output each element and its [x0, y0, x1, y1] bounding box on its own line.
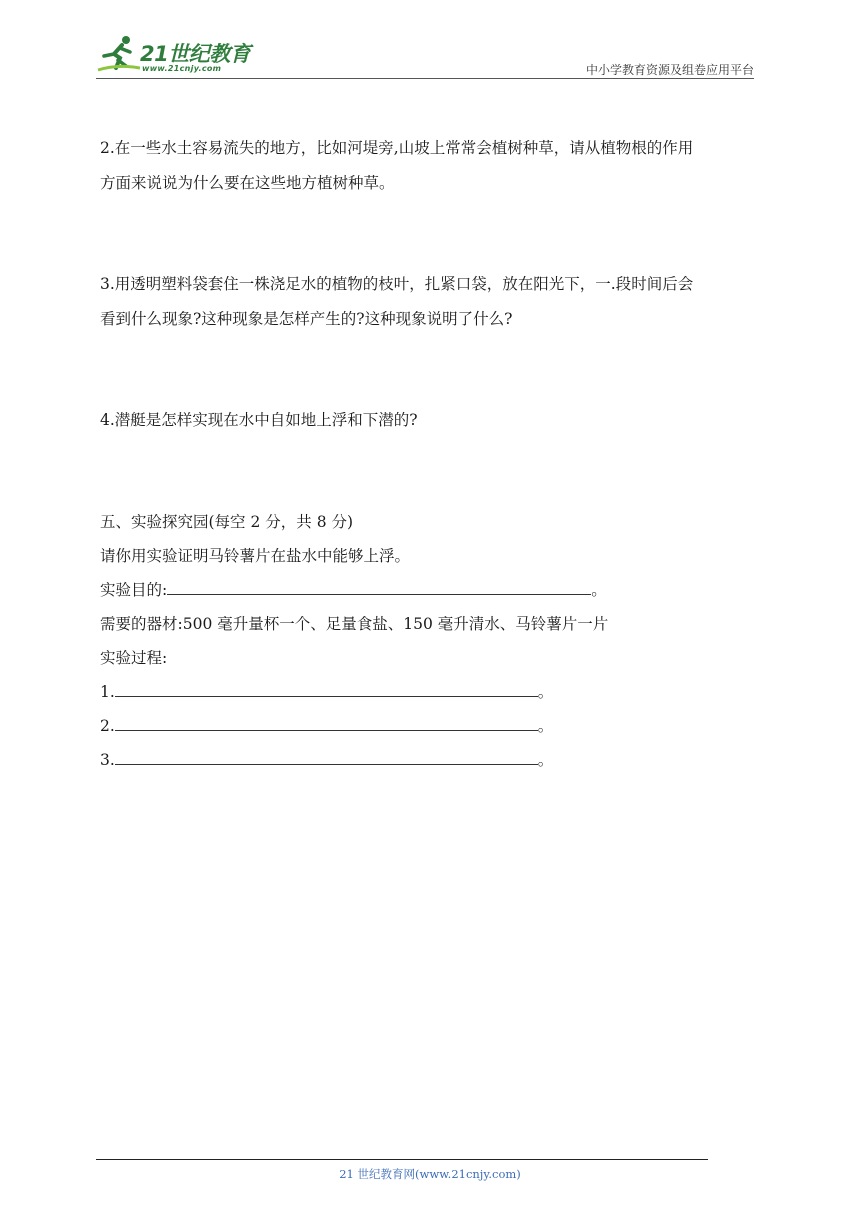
- footer-divider: [96, 1159, 708, 1160]
- step-number: 1.: [100, 683, 115, 701]
- step-blank[interactable]: [115, 749, 538, 765]
- logo-text: 21世纪教育: [140, 42, 251, 66]
- step-period: 。: [537, 751, 554, 769]
- runner-logo-icon: [96, 34, 140, 78]
- question-3-line-1: 3.用透明塑料袋套住一株浇足水的植物的枝叶，扎紧口袋，放在阳光下，一.段时间后会: [100, 275, 694, 293]
- step-blank[interactable]: [115, 681, 538, 697]
- header-divider: [96, 78, 754, 79]
- question-4-line-1: 4.潜艇是怎样实现在水中自如地上浮和下潜的?: [100, 411, 418, 429]
- section-5-prompt: 请你用实验证明马铃薯片在盐水中能够上浮。: [100, 547, 411, 565]
- step-number: 3.: [100, 751, 115, 769]
- step-period: 。: [537, 717, 554, 735]
- section-5-title: 五、实验探究园(每空 2 分，共 8 分): [100, 513, 354, 531]
- logo-url: www.21cnjy.com: [142, 64, 222, 73]
- question-3-line-2: 看到什么现象?这种现象是怎样产生的?这种现象说明了什么?: [100, 310, 513, 328]
- step-blank[interactable]: [115, 715, 538, 731]
- materials: 需要的器材:500 毫升量杯一个、足量食盐、150 毫升清水、马铃薯片一片: [100, 615, 609, 633]
- purpose-period: 。: [591, 581, 607, 599]
- purpose-label: 实验目的:: [100, 581, 168, 599]
- step-number: 2.: [100, 717, 115, 735]
- platform-name: 中小学教育资源及组卷应用平台: [585, 63, 754, 77]
- logo: [96, 34, 266, 78]
- purpose-row: [100, 579, 607, 601]
- step-row: [100, 681, 553, 703]
- question-2-line-1: 2.在一些水土容易流失的地方，比如河堤旁,山坡上常常会植树种草，请从植物根的作用: [100, 139, 694, 157]
- step-row: [100, 715, 553, 737]
- question-2-line-2: 方面来说说为什么要在这些地方植树种草。: [100, 174, 395, 192]
- footer-link[interactable]: 21 世纪教育网(www.21cnjy.com): [339, 1167, 521, 1181]
- step-row: [100, 749, 553, 771]
- process-label: 实验过程:: [100, 649, 168, 667]
- purpose-blank[interactable]: [167, 579, 591, 595]
- step-period: 。: [537, 683, 554, 701]
